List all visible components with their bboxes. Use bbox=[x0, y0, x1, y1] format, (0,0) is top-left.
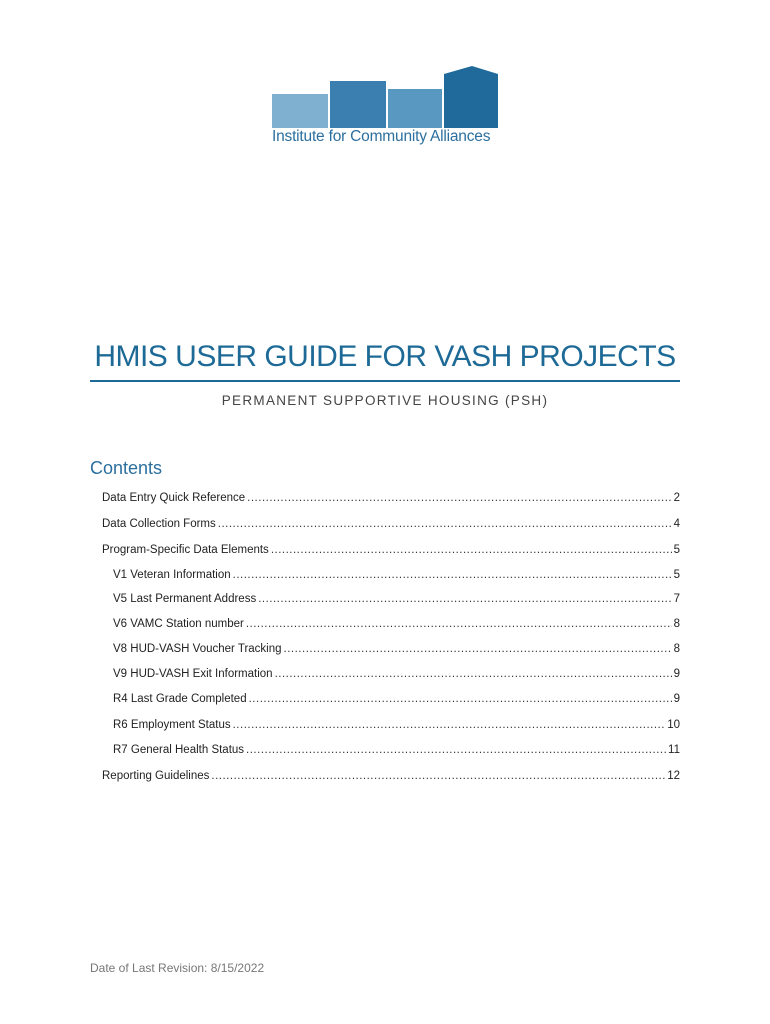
toc-entry-label: R6 Employment Status bbox=[113, 719, 231, 731]
toc-entry-v1-veteran-information[interactable] bbox=[113, 569, 680, 587]
toc-entry-label: V8 HUD-VASH Voucher Tracking bbox=[113, 643, 282, 655]
toc-entry-page: 12 bbox=[667, 770, 680, 782]
toc-entry-v9-hud-vash-exit-information[interactable] bbox=[113, 668, 680, 686]
toc-leader-dots bbox=[218, 518, 672, 530]
toc-entry-page: 8 bbox=[673, 618, 680, 630]
toc-entry-label: V6 VAMC Station number bbox=[113, 618, 244, 630]
toc-entry-data-entry-quick-reference[interactable] bbox=[102, 492, 680, 510]
toc-entry-label: Reporting Guidelines bbox=[102, 770, 210, 782]
toc-entry-page: 9 bbox=[673, 668, 680, 680]
organization-logo bbox=[272, 66, 502, 156]
toc-leader-dots bbox=[233, 719, 666, 731]
toc-entry-label: R4 Last Grade Completed bbox=[113, 693, 247, 705]
toc-entry-page: 5 bbox=[673, 569, 680, 581]
toc-leader-dots bbox=[271, 544, 672, 556]
document-title: HMIS USER GUIDE FOR VASH PROJECTS bbox=[94, 340, 676, 373]
toc-entry-page: 9 bbox=[673, 693, 680, 705]
toc-entry-label: V1 Veteran Information bbox=[113, 569, 231, 581]
toc-leader-dots bbox=[275, 668, 672, 680]
toc-entry-label: V9 HUD-VASH Exit Information bbox=[113, 668, 273, 680]
toc-entry-page: 5 bbox=[673, 544, 680, 556]
toc-leader-dots bbox=[249, 693, 672, 705]
toc-entry-label: Data Entry Quick Reference bbox=[102, 492, 246, 504]
toc-entry-v6-vamc-station-number[interactable] bbox=[113, 618, 680, 636]
logo-building-4 bbox=[444, 66, 498, 128]
toc-entry-program-specific-data-elements[interactable] bbox=[102, 544, 680, 562]
toc-entry-reporting-guidelines[interactable] bbox=[102, 770, 680, 788]
toc-leader-dots bbox=[246, 744, 666, 756]
toc-entry-label: V5 Last Permanent Address bbox=[113, 593, 257, 605]
toc-entry-v5-last-permanent-address[interactable] bbox=[113, 593, 680, 611]
organization-name: Institute for Community Alliances bbox=[272, 128, 491, 145]
toc-leader-dots bbox=[246, 618, 672, 630]
toc-leader-dots bbox=[247, 492, 671, 504]
toc-entry-label: R7 General Health Status bbox=[113, 744, 245, 756]
toc-entry-page: 2 bbox=[673, 492, 680, 504]
toc-leader-dots bbox=[211, 770, 665, 782]
toc-entry-v8-hud-vash-voucher-tracking[interactable] bbox=[113, 643, 680, 661]
logo-building-2 bbox=[330, 81, 386, 128]
toc-entry-page: 10 bbox=[667, 719, 680, 731]
toc-entry-label: Program-Specific Data Elements bbox=[102, 544, 269, 556]
revision-date: Date of Last Revision: 8/15/2022 bbox=[90, 961, 265, 975]
toc-leader-dots bbox=[233, 569, 672, 581]
title-divider bbox=[90, 380, 680, 382]
toc-entry-data-collection-forms[interactable] bbox=[102, 518, 680, 536]
toc-entry-page: 8 bbox=[673, 643, 680, 655]
document-subtitle: PERMANENT SUPPORTIVE HOUSING (PSH) bbox=[221, 393, 549, 408]
logo-building-3 bbox=[388, 89, 442, 128]
toc-leader-dots bbox=[284, 643, 672, 655]
logo-building-1 bbox=[272, 94, 328, 128]
toc-entry-r7-general-health-status[interactable] bbox=[113, 744, 680, 762]
toc-entry-page: 7 bbox=[673, 593, 680, 605]
toc-entry-page: 4 bbox=[673, 518, 680, 530]
contents-heading: Contents bbox=[90, 458, 163, 478]
toc-entry-r4-last-grade-completed[interactable] bbox=[113, 693, 680, 711]
toc-entry-r6-employment-status[interactable] bbox=[113, 719, 680, 737]
toc-entry-page: 11 bbox=[668, 744, 680, 756]
toc-leader-dots bbox=[258, 593, 671, 605]
toc-entry-label: Data Collection Forms bbox=[102, 518, 216, 530]
buildings-logo-icon bbox=[272, 66, 502, 128]
